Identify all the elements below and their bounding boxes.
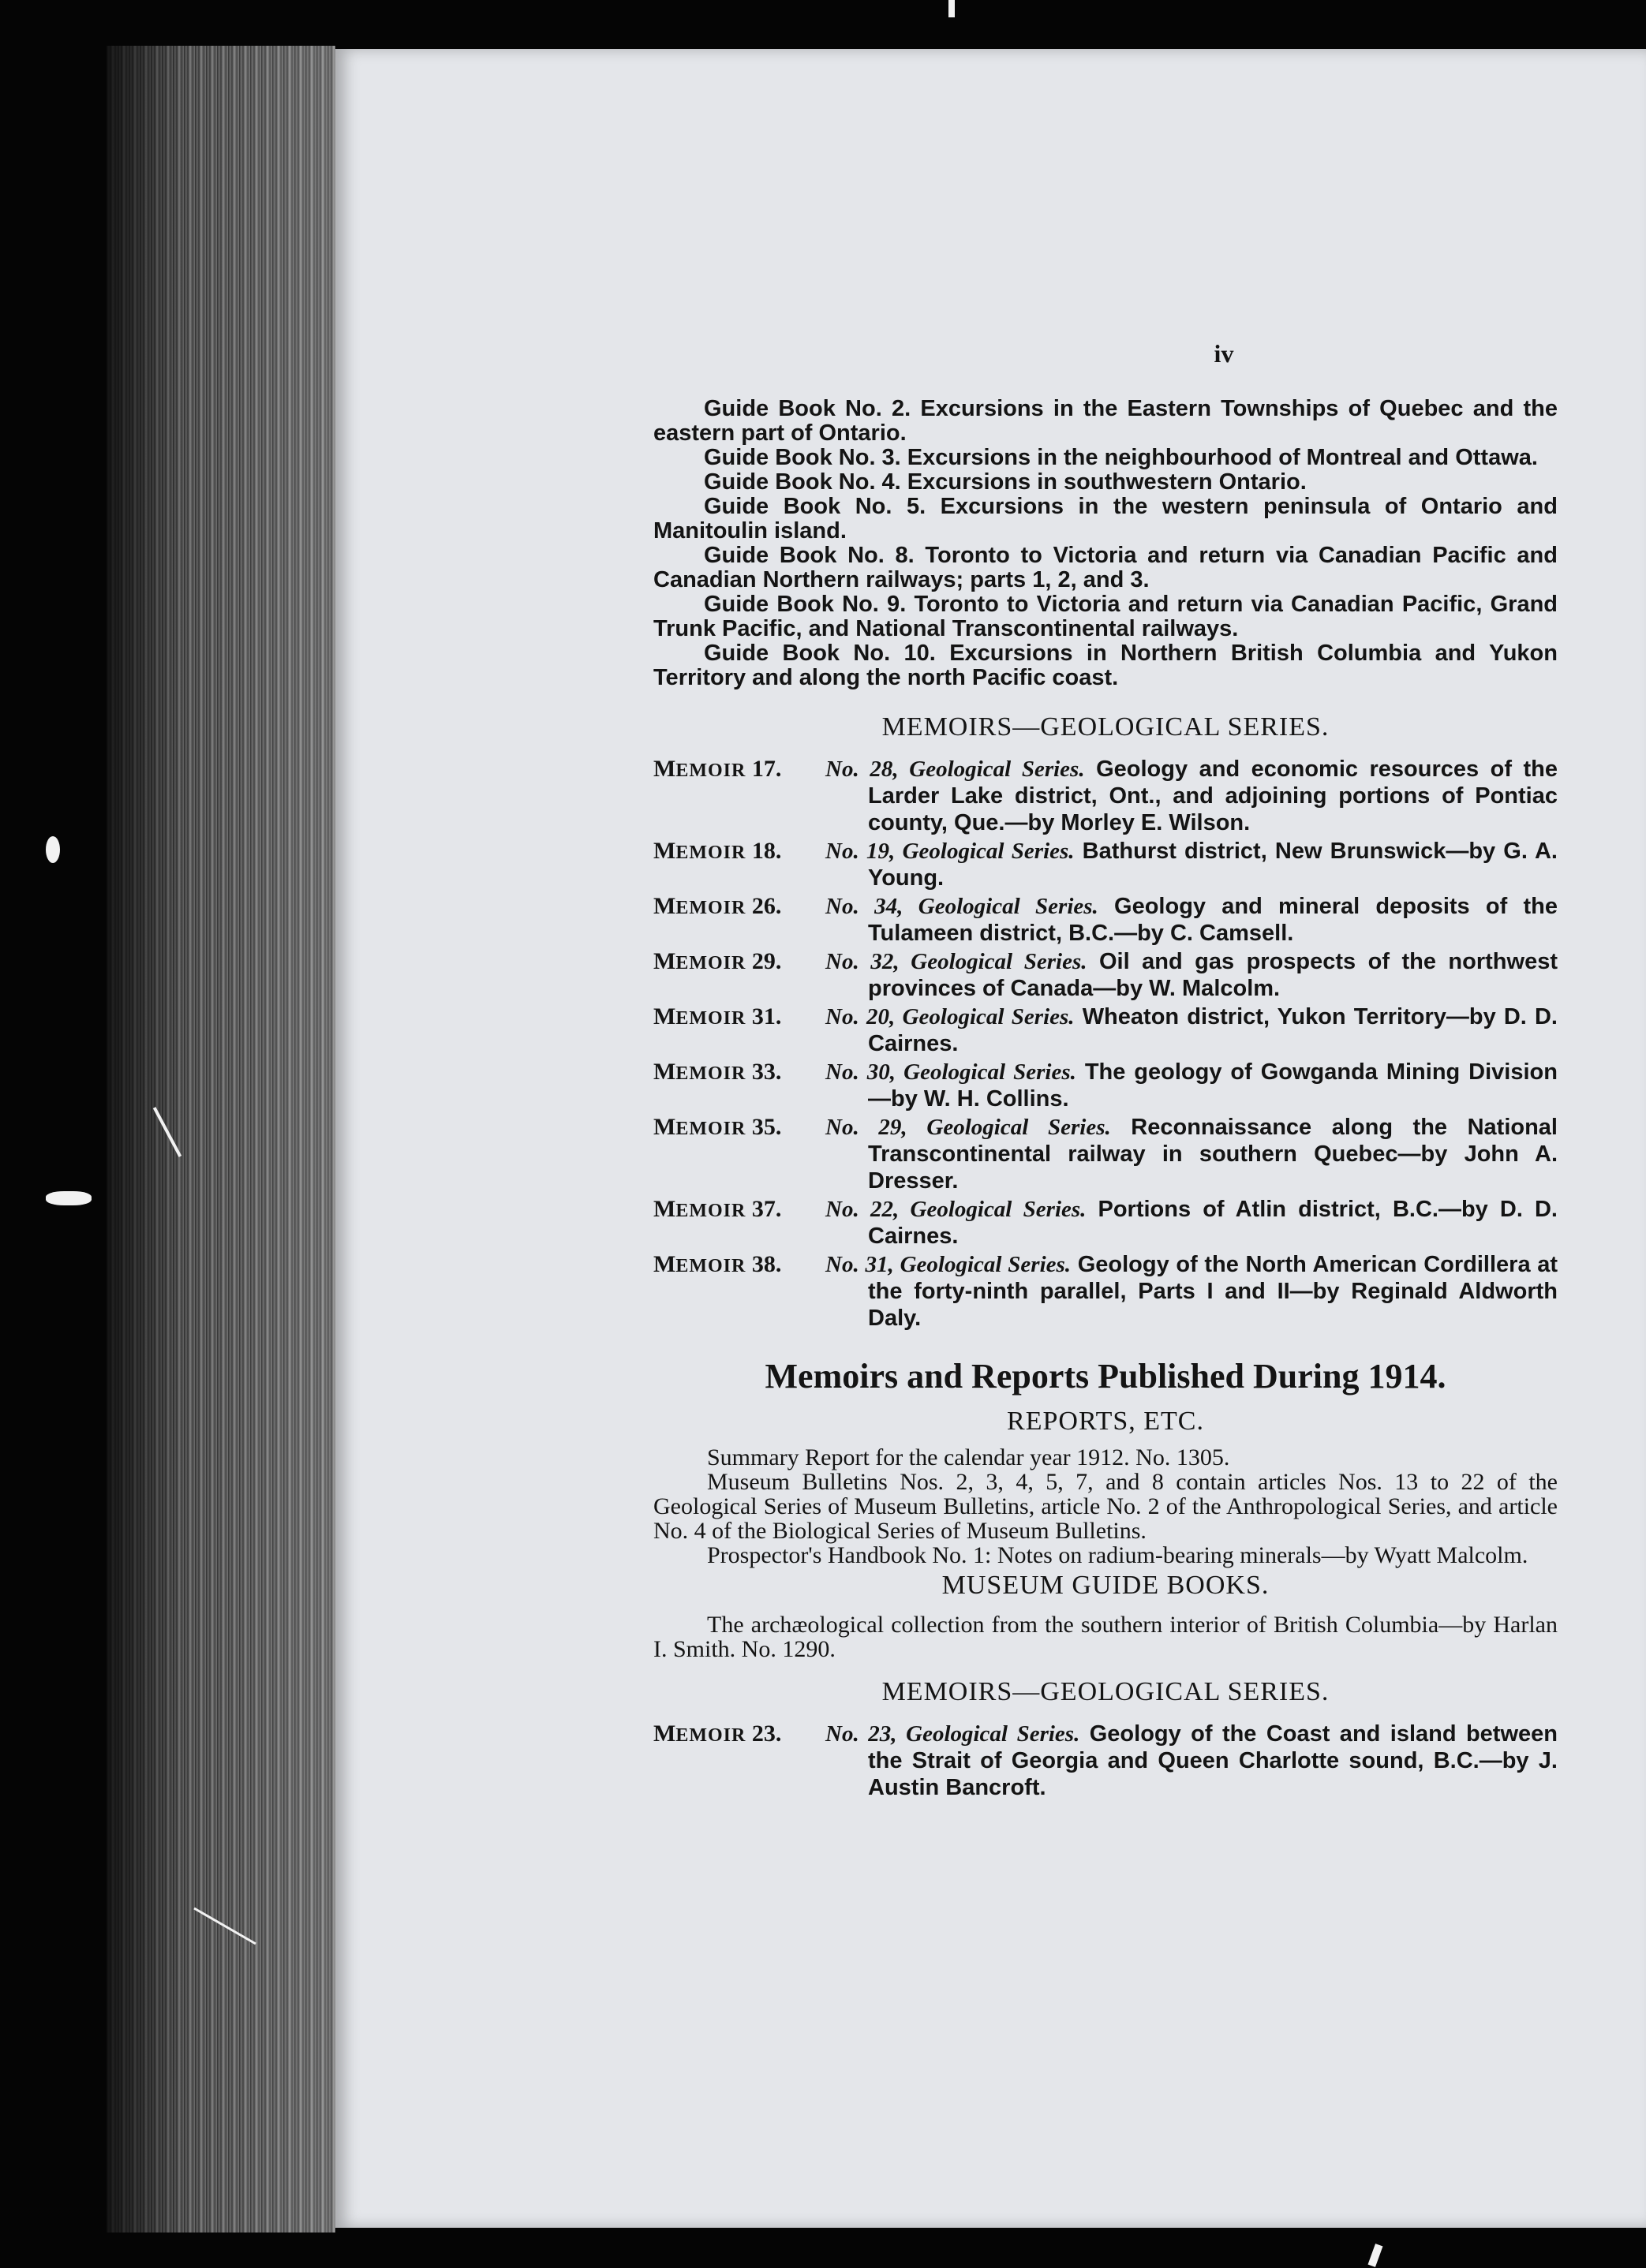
memoir-description: No. 34, Geological Series. Geology and mineral deposits of the Tulameen district, B.C.—by C. Camsell.	[825, 894, 1558, 946]
memoir-entry	[653, 1251, 1558, 1332]
report-entry: Museum Bulletins Nos. 2, 3, 4, 5, 7, and 8 contain articles Nos. 13 to 22 of the Geological Series of Museum Bulletins, article No. 2 of the Anthropological Series, and article No. 4 of the Biological Series of Museum Bulletins.	[653, 1469, 1558, 1544]
memoir-label: MEMOIR 23.	[653, 1721, 782, 1747]
dust-mark	[1368, 2244, 1383, 2267]
memoir-entry	[653, 838, 1558, 891]
memoir-description: No. 28, Geological Series. Geology and economic resources of the Larder Lake district, Ont., and adjoining portions of Pontiac county, Que.—by Morley E. Wilson.	[825, 757, 1558, 835]
memoir-label: MEMOIR 33.	[653, 1059, 782, 1085]
memoir-label: MEMOIR 31.	[653, 1003, 782, 1029]
page-content	[653, 341, 1558, 1803]
page-number: iv	[1214, 339, 1234, 368]
dust-mark	[948, 0, 955, 17]
memoir-label: MEMOIR 18.	[653, 838, 782, 864]
memoir-label: MEMOIR 35.	[653, 1114, 782, 1140]
museum-guide-list	[653, 1612, 1558, 1661]
memoir-description: No. 19, Geological Series. Bathurst district, New Brunswick—by G. A. Young.	[825, 839, 1558, 891]
memoir-entry	[653, 1721, 1558, 1801]
memoir-description: No. 23, Geological Series. Geology of the Coast and island between the Strait of Georgia and Queen Charlotte sound, B.C.—by J. Austin Bancroft.	[825, 1721, 1558, 1800]
memoir-list	[653, 756, 1558, 1332]
guide-book-list	[653, 397, 1558, 690]
guide-book-entry: Guide Book No. 8. Toronto to Victoria and return via Canadian Pacific and Canadian Northern railways; parts 1, 2, and 3.	[653, 543, 1558, 592]
reports-list	[653, 1445, 1558, 1567]
memoir-description: No. 29, Geological Series. Reconnaissance along the National Transcontinental railway in southern Quebec—by John A. Dresser.	[825, 1115, 1558, 1194]
memoir-entry	[653, 1059, 1558, 1112]
memoir-description: No. 30, Geological Series. The geology of Gowganda Mining Division—by W. H. Collins.	[825, 1059, 1558, 1112]
memoir-label: MEMOIR 38.	[653, 1251, 782, 1277]
memoir-label: MEMOIR 26.	[653, 893, 782, 919]
memoir-entry	[653, 1114, 1558, 1194]
report-entry: Prospector's Handbook No. 1: Notes on radium-bearing minerals—by Wyatt Malcolm.	[707, 1542, 1528, 1568]
guide-book-entry: Guide Book No. 5. Excursions in the western peninsula of Ontario and Manitoulin island.	[653, 494, 1558, 544]
museum-guide-entry: The archæological collection from the southern interior of British Columbia—by Harlan I. Smith. No. 1290.	[653, 1612, 1558, 1662]
guide-book-entry: Guide Book No. 4. Excursions in southwestern Ontario.	[704, 469, 1307, 495]
book-page-edges-shadow	[107, 46, 335, 2233]
memoir-entry	[653, 893, 1558, 947]
guide-book-entry: Guide Book No. 3. Excursions in the neighbourhood of Montreal and Ottawa.	[704, 445, 1538, 470]
section-heading: REPORTS, ETC.	[1007, 1407, 1204, 1436]
memoir-label: MEMOIR 17.	[653, 756, 782, 782]
dust-mark	[46, 1191, 92, 1205]
memoir-description: No. 32, Geological Series. Oil and gas prospects of the northwest provinces of Canada—by W. Malcolm.	[825, 949, 1558, 1001]
report-entry: Summary Report for the calendar year 1912. No. 1305.	[707, 1444, 1230, 1470]
memoir-entry	[653, 1196, 1558, 1250]
memoir-label: MEMOIR 29.	[653, 948, 782, 974]
memoir-entry	[653, 756, 1558, 836]
section-heading: MEMOIRS—GEOLOGICAL SERIES.	[881, 1677, 1330, 1706]
memoir-description: No. 20, Geological Series. Wheaton district, Yukon Territory—by D. D. Cairnes.	[825, 1004, 1558, 1056]
guide-book-entry: Guide Book No. 10. Excursions in Northern British Columbia and Yukon Territory and along the north Pacific coast.	[653, 641, 1558, 690]
main-heading: Memoirs and Reports Published During 1914.	[765, 1357, 1446, 1396]
section-heading: MEMOIRS—GEOLOGICAL SERIES.	[881, 712, 1330, 742]
guide-book-entry: Guide Book No. 9. Toronto to Victoria and return via Canadian Pacific, Grand Trunk Pacific, and National Transcontinental railways.	[653, 592, 1558, 641]
memoir-entry	[653, 948, 1558, 1002]
memoir-label: MEMOIR 37.	[653, 1196, 782, 1222]
memoir-entry	[653, 1003, 1558, 1057]
guide-book-entry: Guide Book No. 2. Excursions in the Eastern Townships of Quebec and the eastern part of Ontario.	[653, 396, 1558, 446]
memoir-description: No. 22, Geological Series. Portions of Atlin district, B.C.—by D. D. Cairnes.	[825, 1197, 1558, 1249]
memoir-description: No. 31, Geological Series. Geology of the North American Cordillera at the forty-ninth parallel, Parts I and II—by Reginald Aldworth Daly.	[825, 1252, 1558, 1331]
dust-mark	[46, 836, 60, 863]
section-heading: MUSEUM GUIDE BOOKS.	[941, 1571, 1270, 1600]
